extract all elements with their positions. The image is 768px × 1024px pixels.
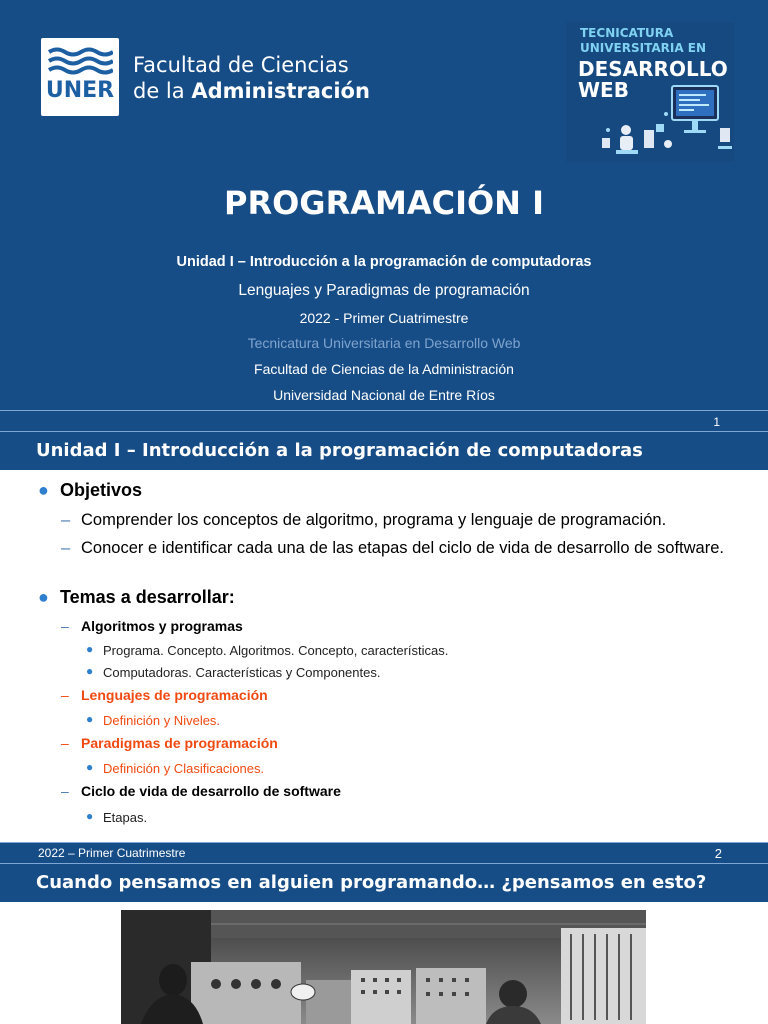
cover-facultad: Facultad de Ciencias de la Administración (254, 361, 514, 377)
slide2-header (0, 432, 768, 470)
temas-heading-text: Temas a desarrollar: (60, 587, 235, 607)
cover-year: 2022 - Primer Cuatrimestre (299, 310, 469, 326)
slide2-title: Unidad I – Introducción a la programación de computadoras (36, 440, 643, 461)
bullet-icon: ● (38, 480, 49, 500)
subtema-item (88, 643, 448, 658)
uner-logo (41, 38, 119, 116)
slide-number: 1 (713, 415, 720, 429)
slide2-footer (0, 842, 768, 864)
subtema-text: Programa. Concepto. Algoritmos. Concepto, características. (103, 643, 449, 658)
cover-universidad: Universidad Nacional de Entre Ríos (273, 387, 495, 403)
waves-icon (47, 46, 113, 76)
faculty-name-line2 (133, 78, 370, 104)
tec-logo-line4: WEB (578, 78, 629, 102)
slide3-header (0, 864, 768, 902)
dash-icon: – (61, 687, 69, 703)
faculty-name-prefix: de la (133, 79, 192, 103)
cover-slide (0, 0, 768, 410)
tema-item (61, 735, 278, 751)
subtema-text: Computadoras. Características y Componentes. (103, 665, 381, 680)
bullet-icon: ● (86, 712, 94, 726)
tema-text: Algoritmos y programas (81, 618, 243, 634)
dash-icon: – (61, 539, 71, 557)
slide2-content (0, 470, 768, 842)
tema-text: Ciclo de vida de desarrollo de software (81, 783, 341, 799)
subtema-text: Etapas. (103, 810, 148, 825)
faculty-name-bold: Administración (191, 79, 370, 103)
slide1-footer (0, 410, 768, 432)
faculty-name (133, 52, 370, 104)
tecnicatura-logo (566, 22, 734, 162)
course-title: PROGRAMACIÓN I (224, 184, 544, 222)
objetivo-text: Conocer e identificar cada una de las etapas del ciclo de vida de desarrollo de software. (81, 539, 724, 557)
vintage-computer-photo-icon (121, 910, 646, 1024)
tec-logo-line3: DESARROLLO (578, 57, 728, 81)
subtema-text: Definición y Niveles. (103, 713, 221, 728)
temas-heading (38, 587, 235, 608)
bullet-icon: ● (86, 664, 94, 678)
subtema-item (88, 761, 264, 776)
cover-tecnicatura: Tecnicatura Universitaria en Desarrollo Web (247, 335, 521, 351)
subtema-item (88, 810, 147, 825)
subtema-item (88, 665, 380, 680)
subtema-item (88, 713, 220, 728)
dash-icon: – (61, 618, 69, 634)
bullet-icon: ● (86, 642, 94, 656)
subtema-text: Definición y Clasificaciones. (103, 761, 265, 776)
dash-icon: – (61, 735, 69, 751)
tec-logo-small-text (580, 26, 706, 56)
tema-text: Paradigmas de programación (81, 735, 278, 751)
objetivo-item (61, 511, 729, 530)
dash-icon: – (61, 783, 69, 799)
objetivo-item (61, 539, 729, 558)
uner-logo-text: UNER (45, 78, 115, 103)
tec-logo-line1: TECNICATURA (580, 26, 674, 40)
developer-illustration-icon (596, 84, 736, 160)
bullet-icon: ● (38, 587, 49, 607)
tema-item (61, 687, 268, 703)
bullet-icon: ● (86, 760, 94, 774)
dash-icon: – (61, 511, 71, 529)
cover-unit: Unidad I – Introducción a la programación de computadoras (176, 254, 592, 270)
eniac-photo (121, 910, 646, 1024)
footer-date: 2022 – Primer Cuatrimestre (38, 846, 186, 860)
tema-item (61, 783, 341, 799)
slide3-body (0, 902, 768, 1024)
slide3-title: Cuando pensamos en alguien programando… ¿pensamos en esto? (36, 872, 707, 893)
tema-text: Lenguajes de programación (81, 687, 268, 703)
slide-number: 2 (714, 846, 722, 861)
tema-item (61, 618, 243, 634)
objetivos-heading (38, 480, 143, 501)
tec-logo-line2: UNIVERSITARIA EN (580, 41, 707, 55)
bullet-icon: ● (86, 809, 94, 823)
faculty-name-line1: Facultad de Ciencias (133, 53, 349, 77)
cover-subtitle: Lenguajes y Paradigmas de programación (238, 282, 530, 299)
objetivo-text: Comprender los conceptos de algoritmo, programa y lenguaje de programación. (81, 511, 667, 529)
objetivos-heading-text: Objetivos (60, 480, 143, 500)
